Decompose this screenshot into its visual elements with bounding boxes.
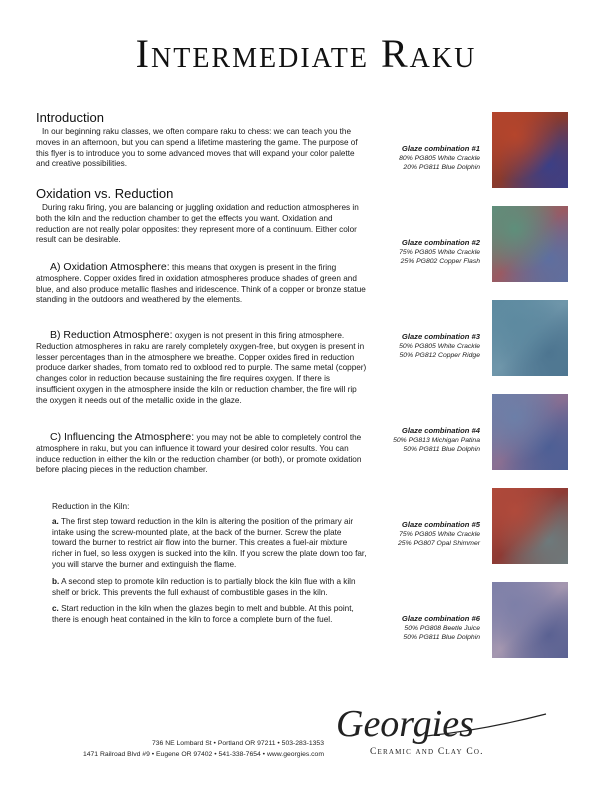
kiln-step-b: b. A second step to promote kiln reduction is to partially block the kiln flue with a kiln shelf or brick. This prevents the full exhaust of combustible gases in the kiln. xyxy=(52,576,356,597)
logo-tagline: Ceramic and Clay Co. xyxy=(370,747,484,757)
footer-address xyxy=(60,738,324,760)
glaze-item-5 xyxy=(376,488,572,568)
intro-heading: Introduction xyxy=(36,110,104,125)
influence-label: C) Influencing the Atmosphere: xyxy=(50,431,195,443)
kiln-step-c: c. Start reduction in the kiln when the glazes begin to melt and bubble. At this point, there is enough heat contained in the kiln to force a complete burn of the fuel. xyxy=(52,604,354,625)
glaze-caption: Glaze combination #1 80% PG805 White Crackle 20% PG811 Blue Dolphin xyxy=(399,144,480,171)
oxred-section xyxy=(36,186,368,246)
oxred-heading: Oxidation vs. Reduction xyxy=(36,186,174,201)
footer-address-line-1: 736 NE Lombard St • Portland OR 97211 • 503-283-1353 xyxy=(151,740,324,747)
glaze-swatch-image xyxy=(492,206,568,282)
intro-section xyxy=(36,110,368,170)
logo-wordmark: Georgies xyxy=(336,703,474,745)
reduction-label: B) Reduction Atmosphere: xyxy=(50,329,173,341)
georgies-logo xyxy=(334,700,554,760)
oxidation-section xyxy=(36,262,368,306)
glaze-item-4 xyxy=(376,394,572,474)
oxidation-text: this means that oxygen is present in the firing atmosphere. Copper oxides fired in oxidation atmospheres produce shades of green and blue, and also produce metallic flashes and iridescence. Think of a copper or bronze statue standing in the outdoors and weathered by the elements. xyxy=(36,263,366,305)
page-title: Intermediate Raku xyxy=(135,31,477,76)
glaze-caption: Glaze combination #3 50% PG805 White Crackle 50% PG812 Copper Ridge xyxy=(399,332,480,359)
kiln-section xyxy=(52,502,368,632)
reduction-section xyxy=(36,330,368,407)
kiln-step-a: a. The first step toward reduction in the kiln is altering the position of the primary air intake using the screw-mounted plate, at the back of the burner. Screw the plate toward the burner to restrict air flow into the burner. This creates a fuel-air mixture richer in fuel, so less oxygen is sucked into the kiln. If you screw the plate down too far, you will starve the burner and extinguish the flame. xyxy=(52,516,367,569)
glaze-caption: Glaze combination #4 50% PG813 Michigan Patina 50% PG811 Blue Dolphin xyxy=(393,426,480,453)
oxred-text: During raku firing, you are balancing or juggling oxidation and reduction atmospheres in both the kiln and the reduction chamber to get the effects you want. Oxidation and reduction are not really polar opposites: they represent more of a continuum. Either color result can be desirable. xyxy=(36,203,359,245)
glaze-item-1 xyxy=(376,112,572,192)
glaze-item-6 xyxy=(376,582,572,662)
glaze-caption: Glaze combination #6 50% PG808 Beetle Juice 50% PG811 Blue Dolphin xyxy=(401,614,480,641)
glaze-caption: Glaze combination #2 75% PG805 White Crackle 25% PG802 Copper Flash xyxy=(399,238,480,265)
footer-address-line-2: 1471 Railroad Blvd #9 • Eugene OR 97402 • 541-338-7654 • www.georgies.com xyxy=(82,751,324,758)
influence-section xyxy=(36,432,368,476)
glaze-item-3 xyxy=(376,300,572,380)
glaze-caption: Glaze combination #5 75% PG805 White Crackle 25% PG807 Opal Shimmer xyxy=(398,520,480,547)
oxidation-label: A) Oxidation Atmosphere: xyxy=(50,261,170,273)
intro-text: In our beginning raku classes, we often compare raku to chess: we can teach you the moves in an afternoon, but you can spend a lifetime mastering the game. The purpose of this flyer is to introduce you to some advanced moves that will expand your color palette and creative possibilities. xyxy=(36,127,358,169)
reduction-text: oxygen is not present in this firing atmosphere. Reduction atmospheres in raku are rarely completely oxygen-free, but oxygen is present in lesser percentages than in the atmosphere we breathe. Copper oxides fired in reduction produce darker shades, from tomato red to oxblood red to purple. The same metal (copper) changes color in reduction because sustaining the fire requires oxygen. If there is insufficient oxygen in the atmosphere inside the kiln or reduction chamber, the fire will rip the oxygen it needs out of the metallic oxide in the glaze. xyxy=(36,331,367,405)
glaze-swatch-image xyxy=(492,112,568,188)
glaze-swatch-image xyxy=(492,488,568,564)
influence-text: you may not be able to completely control the atmosphere in raku, but you can influence it toward your desired color results. You can induce reduction in either the kiln or the reduction chamber (or both), or promote oxidation before placing pieces in the reduction chamber. xyxy=(36,433,362,475)
glaze-swatch-image xyxy=(492,582,568,658)
glaze-item-2 xyxy=(376,206,572,286)
glaze-swatch-image xyxy=(492,300,568,376)
glaze-swatch-image xyxy=(492,394,568,470)
kiln-heading: Reduction in the Kiln: xyxy=(52,502,130,511)
